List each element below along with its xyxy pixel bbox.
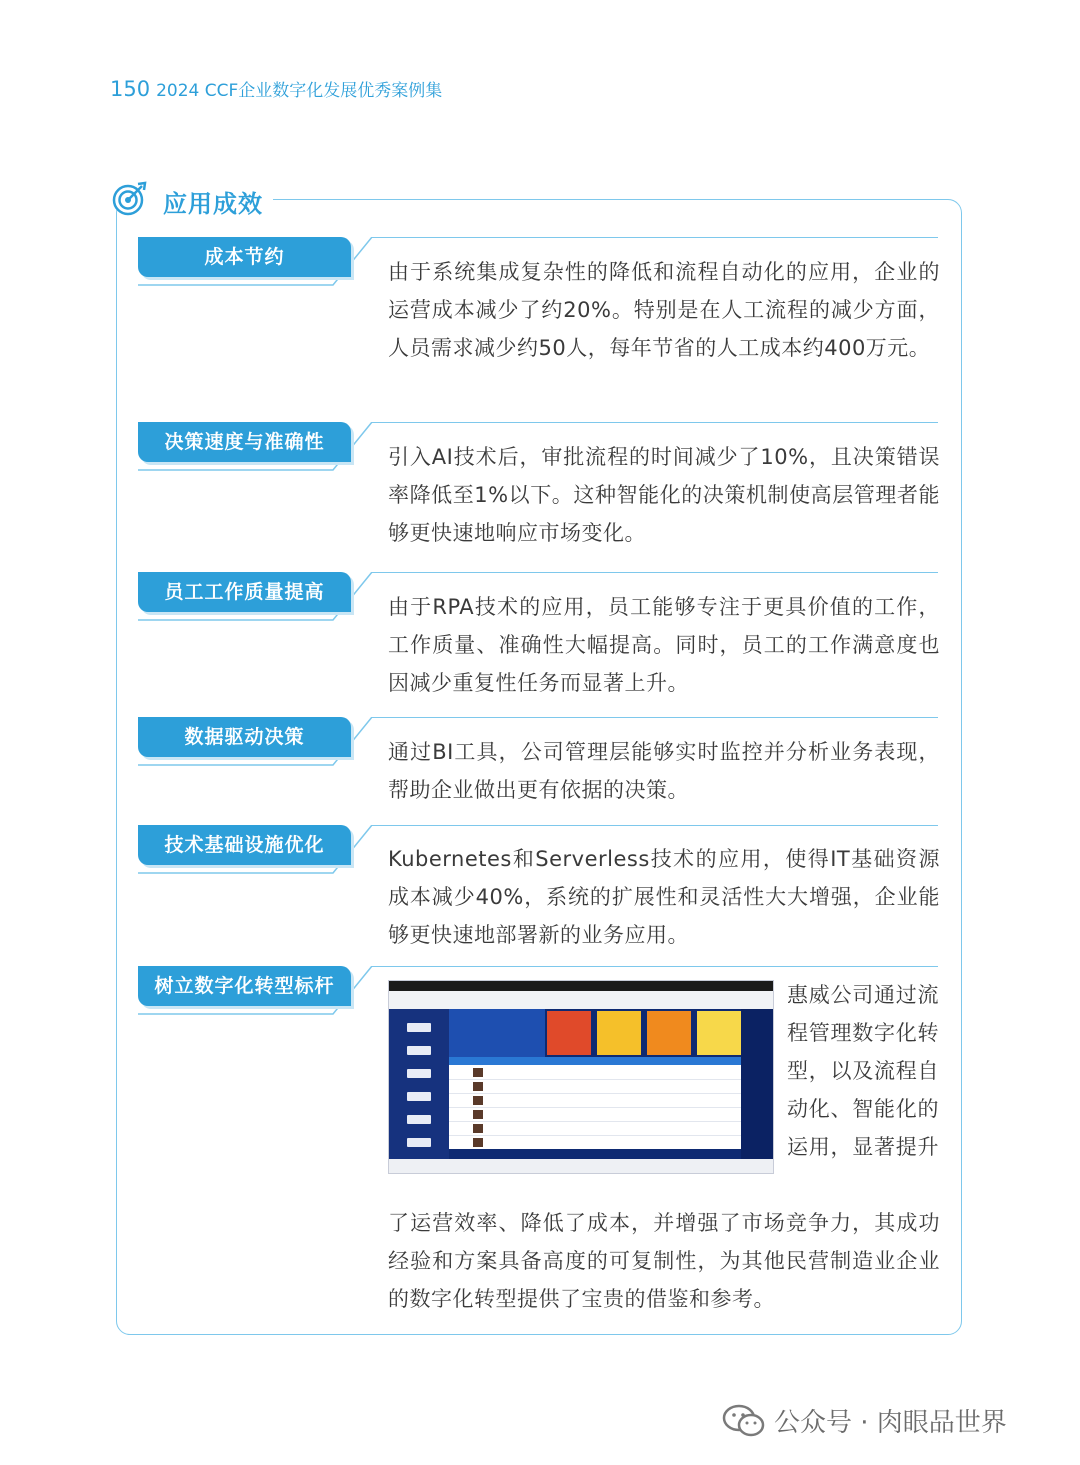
target-icon — [112, 180, 148, 216]
item-tag-decision: 决策速度与准确性 — [138, 422, 351, 462]
item-text-data: 通过BI工具，公司管理层能够实时监控并分析业务表现，帮助企业做出更有依据的决策。 — [388, 740, 940, 802]
item-text-benchmark-side: 惠威公司通过流程管理数字化转型，以及流程自动化、智能化的运用，显著提升 — [787, 983, 939, 1159]
item-text-quality: 由于RPA技术的应用，员工能够专注于更具价值的工作，工作质量、准确性大幅提高。同时，员工的工作满意度也因减少重复性任务而显著上升。 — [388, 595, 940, 695]
item-tag-cost: 成本节约 — [138, 237, 351, 277]
book-title: 2024 CCF企业数字化发展优秀案例集 — [156, 81, 443, 101]
item-text-decision: 引入AI技术后，审批流程的时间减少了10%，且决策错误率降低至1%以下。这种智能化的决策机制使高层管理者能够更快速地响应市场变化。 — [388, 445, 940, 545]
item-text-cost: 由于系统集成复杂性的降低和流程自动化的应用，企业的运营成本减少了约20%。特别是在人工流程的减少方面，人员需求减少约50人，每年节省的人工成本约400万元。 — [388, 260, 940, 360]
item-text-benchmark-cont: 了运营效率、降低了成本，并增强了市场竞争力，其成功经验和方案具备高度的可复制性，为其他民营制造业企业的数字化转型提供了宝贵的借鉴和参考。 — [388, 1211, 940, 1311]
item-tag-quality: 员工工作质量提高 — [138, 572, 351, 612]
item-tag-infra: 技术基础设施优化 — [138, 825, 351, 865]
item-tag-benchmark: 树立数字化转型标杆 — [138, 966, 351, 1006]
watermark-text: 公众号 · 肉眼品世界 — [774, 1408, 1007, 1438]
wechat-icon — [722, 1404, 766, 1438]
page-number: 150 — [110, 77, 151, 101]
watermark — [722, 1402, 1007, 1439]
section-title: 应用成效 — [163, 190, 263, 218]
dashboard-screenshot — [388, 980, 774, 1174]
item-tag-data: 数据驱动决策 — [138, 717, 351, 757]
page-header — [110, 76, 442, 101]
item-text-infra: Kubernetes和Serverless技术的应用，使得IT基础资源成本减少40%，系统的扩展性和灵活性大大增强，企业能够更快速地部署新的业务应用。 — [388, 847, 940, 947]
